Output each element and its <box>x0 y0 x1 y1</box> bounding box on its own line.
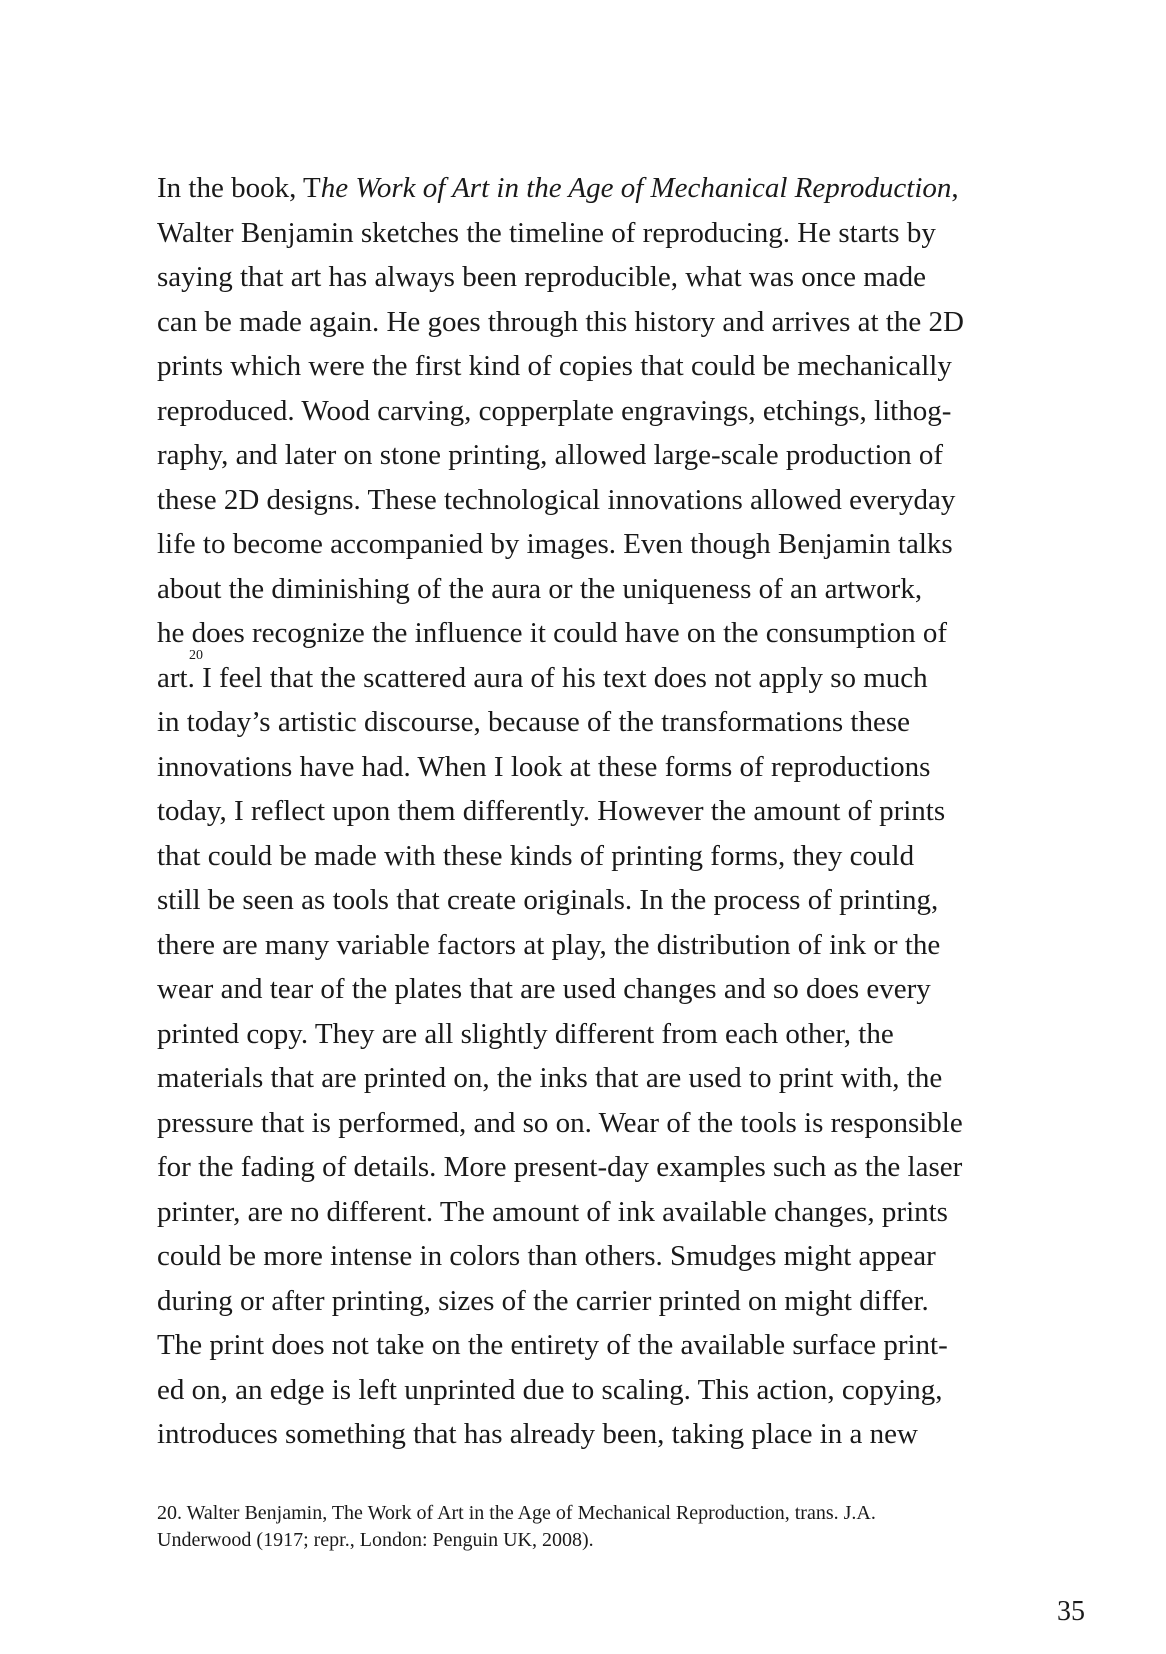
body-line-1-suffix: , <box>951 172 959 204</box>
body-line <box>157 166 1027 211</box>
body-line: printer, are no different. The amount of ink available changes, prints <box>157 1195 948 1228</box>
body-line: prints which were the first kind of copies that could be mechanically <box>157 350 952 382</box>
footnote <box>157 1500 1037 1554</box>
page-number: 35 <box>1057 1596 1085 1627</box>
body-line: raphy, and later on stone printing, allowed large-scale production of <box>157 439 943 471</box>
body-line: these 2D designs. These technological innovations allowed everyday <box>157 483 956 516</box>
body-line: pressure that is performed, and so on. Wear of the tools is responsible <box>157 1106 963 1139</box>
body-line: saying that art has always been reproducible, what was once made <box>157 261 927 293</box>
body-line: The print does not take on the entirety of the available surface print- <box>157 1329 948 1361</box>
body-line: innovations have had. When I look at these forms of reproductions <box>157 750 931 783</box>
body-line: that could be made with these kinds of printing forms, they could <box>157 839 915 872</box>
body-line: in today’s artistic discourse, because of the transformations these <box>157 706 910 738</box>
body-line: art. I feel that the scattered aura of his text does not apply so much <box>157 661 928 694</box>
footnote-line: 20. Walter Benjamin, The Work of Art in the Age of Mechanical Reproduction, trans. J.A. <box>157 1502 876 1524</box>
body-line: ed on, an edge is left unprinted due to scaling. This action, copying, <box>157 1373 943 1406</box>
body-line: wear and tear of the plates that are used changes and so does every <box>157 973 931 1005</box>
body-line: about the diminishing of the aura or the uniqueness of an artwork, <box>157 572 923 605</box>
body-line: could be more intense in colors than others. Smudges might appear <box>157 1240 936 1272</box>
body-line: for the fading of details. More present-day examples such as the laser <box>157 1151 963 1183</box>
body-line: introduces something that has already been, taking place in a new <box>157 1418 918 1450</box>
body-line: during or after printing, sizes of the carrier printed on might differ. <box>157 1284 929 1317</box>
body-line: there are many variable factors at play, the distribution of ink or the <box>157 928 941 961</box>
body-line: he does recognize the influence it could have on the consumption of <box>157 617 947 649</box>
body-line: still be seen as tools that create originals. In the process of printing, <box>157 884 939 916</box>
body-line: Walter Benjamin sketches the timeline of reproducing. He starts by <box>157 216 936 249</box>
body-line: printed copy. They are all slightly different from each other, the <box>157 1017 894 1050</box>
body-paragraph <box>157 166 1027 1457</box>
body-line: life to become accompanied by images. Even though Benjamin talks <box>157 528 953 560</box>
footnote-line: Underwood (1917; repr., London: Penguin UK, 2008). <box>157 1529 594 1551</box>
body-line: today, I reflect upon them differently. However the amount of prints <box>157 795 946 827</box>
footnote-reference-marker: 20 <box>189 648 203 663</box>
body-line: materials that are printed on, the inks that are used to print with, the <box>157 1062 943 1094</box>
body-line-1-prefix: In the book, T <box>157 172 321 204</box>
body-line: can be made again. He goes through this history and arrives at the 2D <box>157 305 964 338</box>
book-title: he Work of Art in the Age of Mechanical Reproduction <box>320 172 952 204</box>
body-line: reproduced. Wood carving, copperplate engravings, etchings, lithog- <box>157 394 952 427</box>
